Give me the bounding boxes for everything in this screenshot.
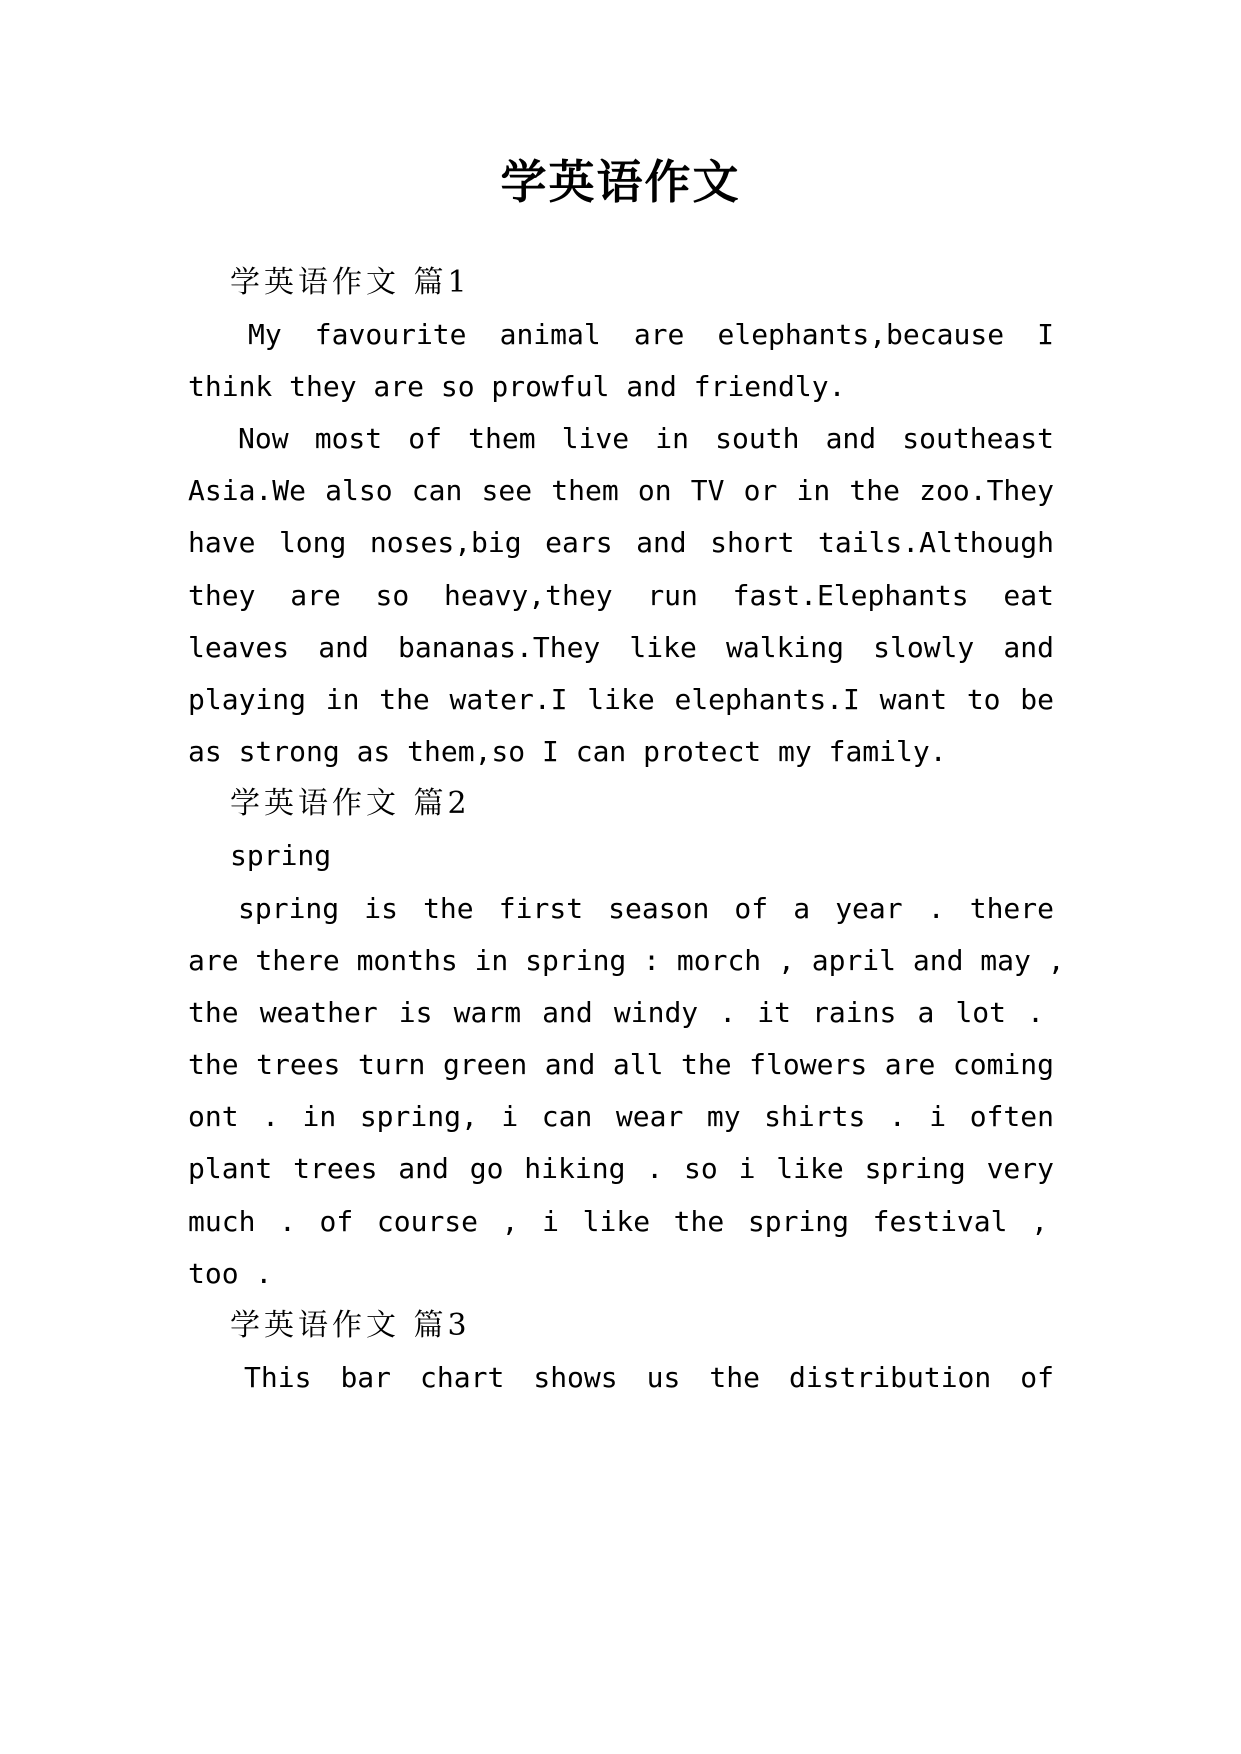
paragraph-line: the weather is warm and windy . it rains a lot . (188, 996, 1044, 1029)
paragraph-line: as strong as them,so I can protect my family. (188, 735, 947, 768)
section-heading-2: 学英语作文 篇2 (230, 786, 471, 821)
paragraph-line: Now most of them live in south and southeast (238, 422, 1054, 455)
paragraph-line: This bar chart shows us the distribution of (244, 1361, 1054, 1394)
document-title: 学英语作文 (500, 155, 741, 209)
paragraph-line: My favourite animal are elephants,because I (248, 318, 1054, 351)
essay-subheading: spring (230, 839, 332, 872)
section-heading-1: 学英语作文 篇1 (230, 265, 471, 300)
paragraph-line: ont . in spring, i can wear my shirts . i often (188, 1100, 1054, 1133)
paragraph-line: leaves and bananas.They like walking slowly and (188, 631, 1054, 664)
paragraph-line: are there months in spring : morch , april and may , (188, 944, 1065, 977)
paragraph-line: think they are so prowful and friendly. (188, 370, 846, 403)
paragraph-line: too . (188, 1257, 273, 1290)
paragraph-line: much . of course , i like the spring festival , (188, 1205, 1048, 1238)
paragraph-line: have long noses,big ears and short tails.Although (188, 526, 1054, 559)
section-heading-3: 学英语作文 篇3 (230, 1308, 471, 1343)
paragraph-line: they are so heavy,they run fast.Elephants eat (188, 579, 1054, 612)
paragraph-line: playing in the water.I like elephants.I want to be (188, 683, 1054, 716)
paragraph-line: the trees turn green and all the flowers are coming (188, 1048, 1054, 1081)
paragraph-line: Asia.We also can see them on TV or in the zoo.They (188, 474, 1054, 507)
paragraph-line: plant trees and go hiking . so i like spring very (188, 1152, 1054, 1185)
paragraph-line: spring is the first season of a year . there (238, 892, 1054, 925)
